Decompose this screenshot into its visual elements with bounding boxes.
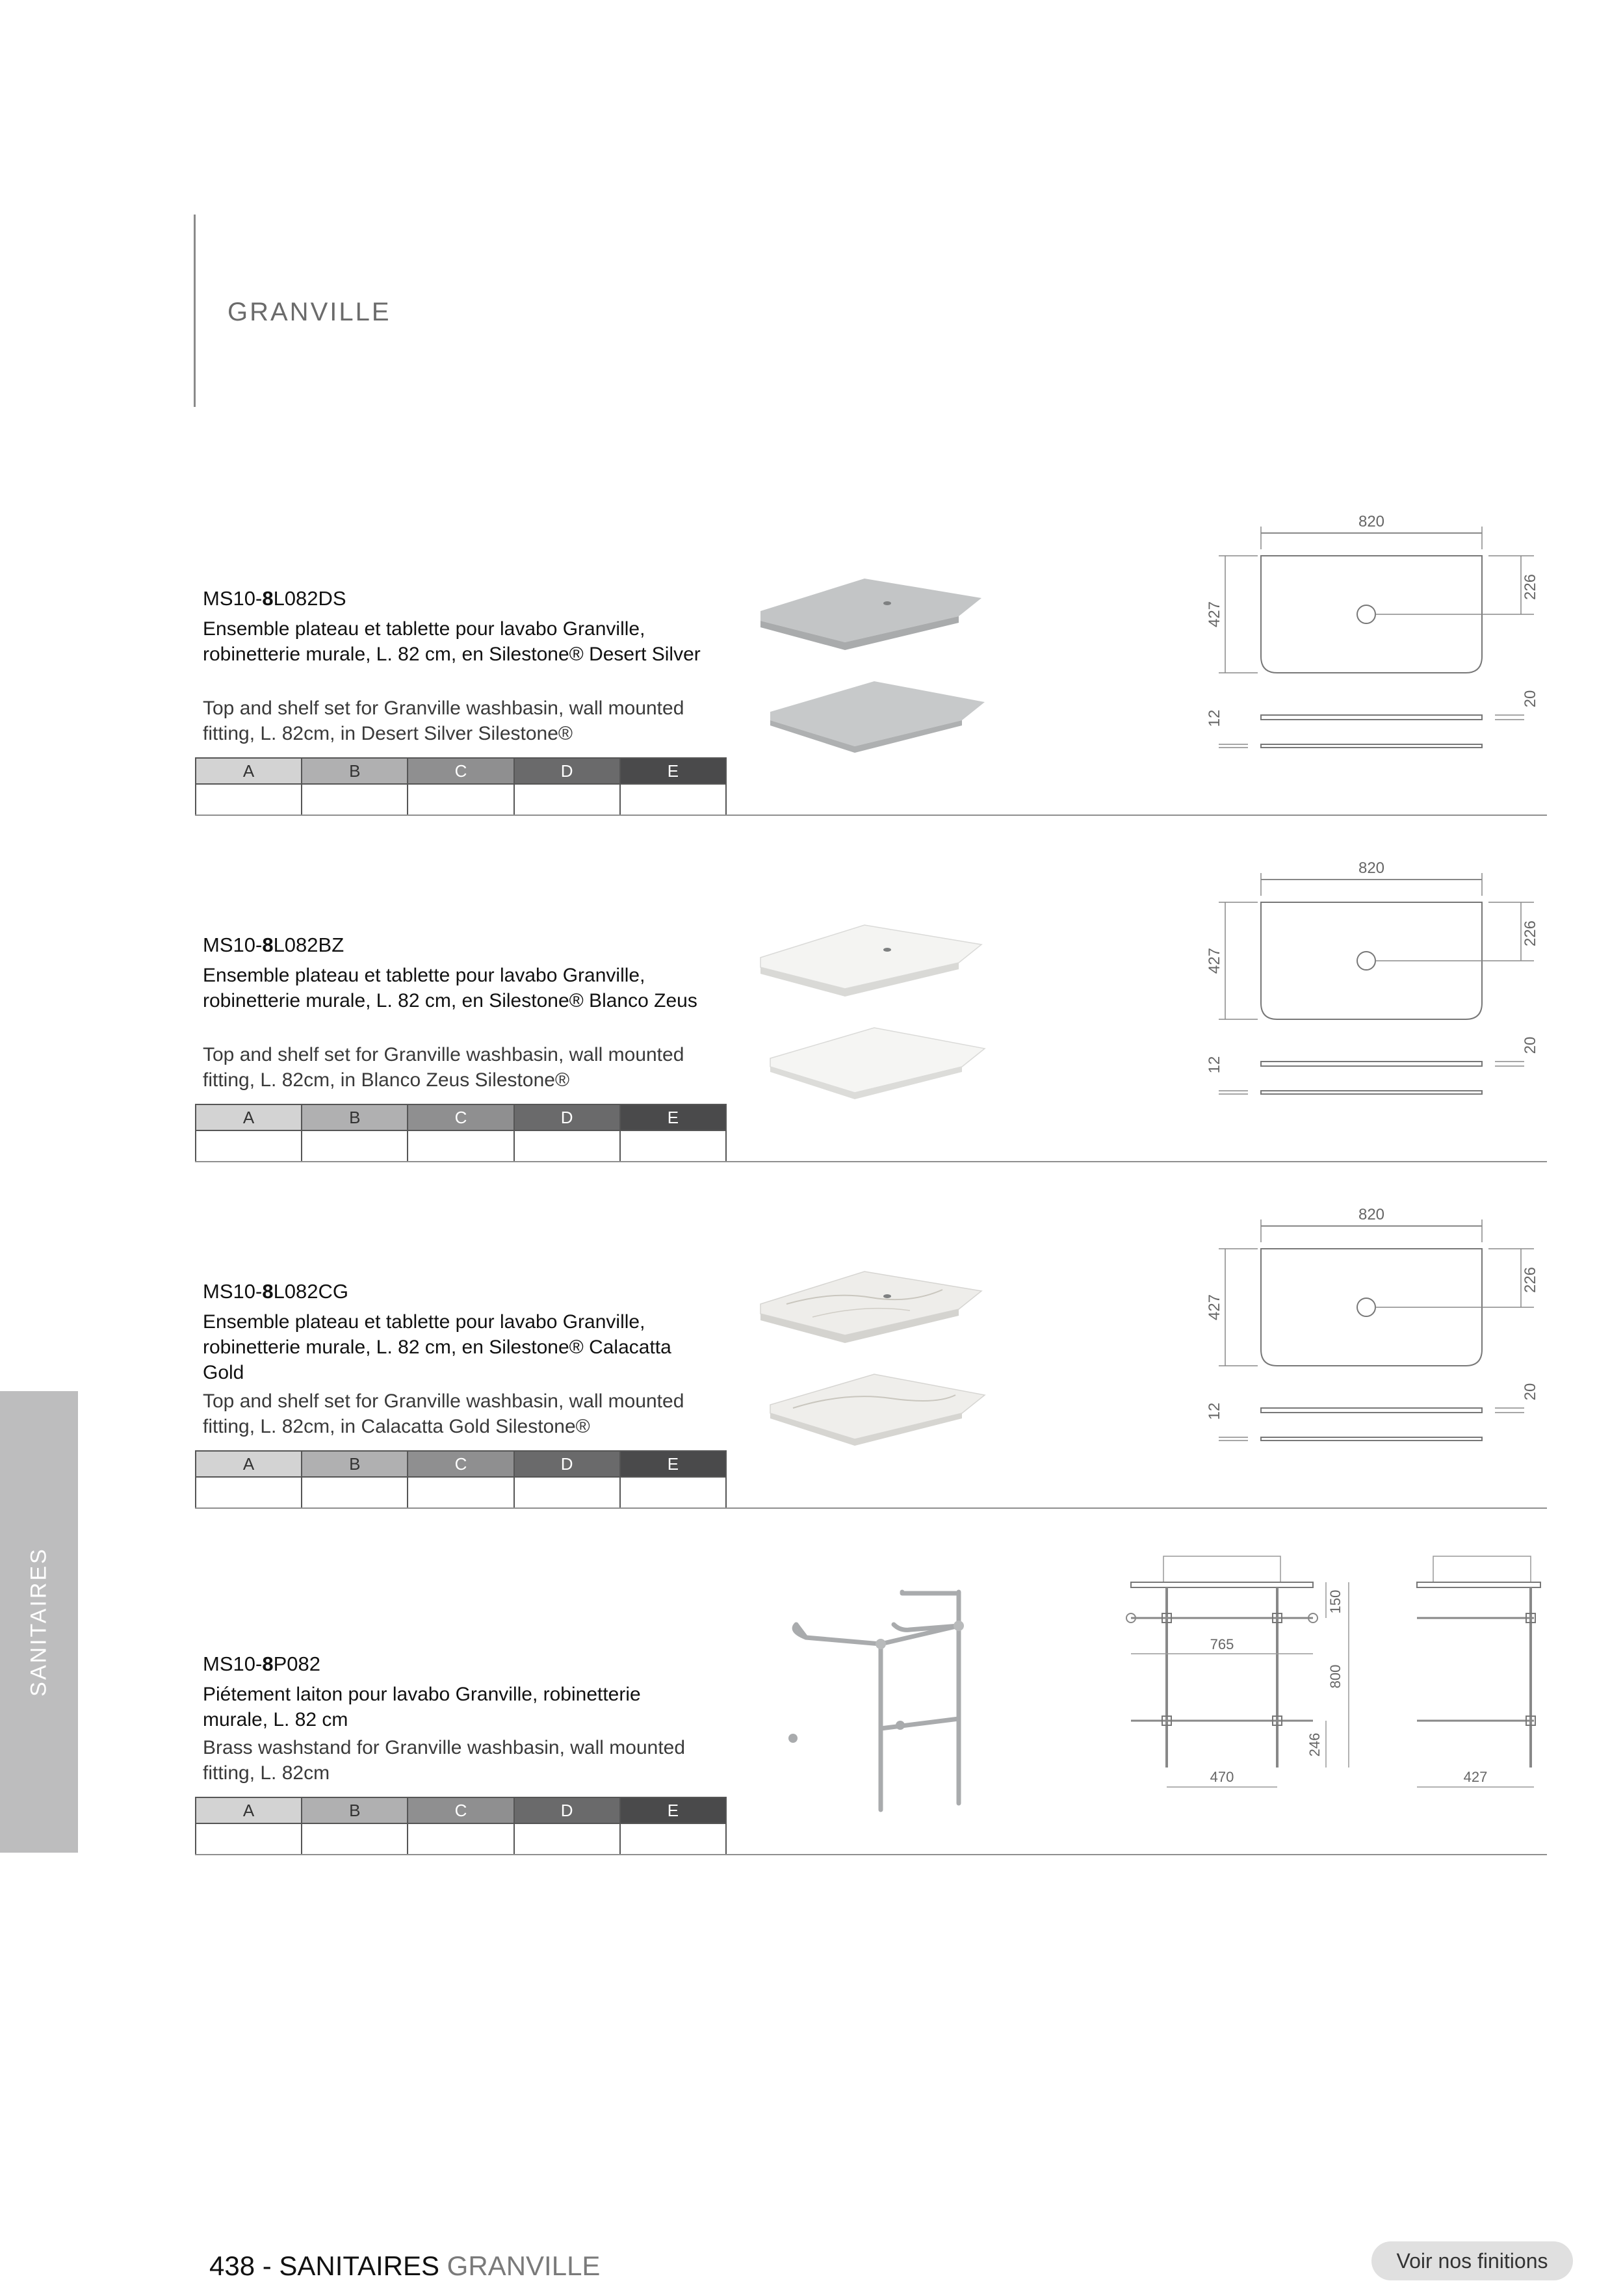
row-divider [195,1507,1547,1509]
dim-leg-span: 470 [1210,1769,1234,1785]
voir-finitions-button[interactable]: Voir nos finitions [1371,2241,1573,2280]
finish-c-value [408,1477,513,1508]
dim-shelf-thickness: 12 [1206,1402,1223,1420]
finish-a-label: A [196,758,302,784]
row-divider [195,1161,1547,1162]
finish-e-value [620,1823,726,1855]
dim-shelf-height: 246 [1306,1732,1323,1757]
dim-depth: 427 [1206,947,1223,974]
finish-d-label: D [514,1797,620,1823]
dim-height-top: 150 [1327,1589,1344,1614]
technical-drawing-top-shelf [1196,857,1547,1130]
finish-a-value [196,1477,302,1508]
finish-b-label: B [302,1451,408,1477]
finish-c-label: C [408,1797,513,1823]
dim-tap: 226 [1522,1266,1539,1294]
finish-table [195,1104,727,1162]
dim-top-thickness: 20 [1522,690,1539,708]
technical-drawing-washstand [1105,1553,1547,1826]
product-photo-brass-washstand [734,1553,1014,1826]
finish-e-label: E [620,758,726,784]
dim-tap: 226 [1522,920,1539,947]
header-rule [194,215,196,407]
page-number: 438 [209,2250,255,2281]
description-fr: Piétement laiton pour lavabo Granville, robinetterie murale, L. 82 cm [203,1684,641,1730]
dim-width: 820 [1358,1206,1385,1223]
product-photo-blanco-zeus [734,860,1014,1133]
finish-d-value [514,1823,620,1855]
finish-a-label: A [196,1797,302,1823]
finish-e-value [620,1130,726,1162]
description-en: Top and shelf set for Granville washbasin, wall mounted fitting, L. 82cm, in Blanco Zeus Silestone® [203,1044,684,1091]
finish-c-label: C [408,758,513,784]
dim-top-thickness: 20 [1522,1036,1539,1054]
finish-b-label: B [302,758,408,784]
footer-subsection: GRANVILLE [439,2250,601,2281]
product-row [195,471,1547,816]
dim-depth: 427 [1463,1769,1488,1785]
product-code: MS10-8L082DS [203,587,346,610]
finish-table [195,757,727,816]
finish-a-value [196,1130,302,1162]
finish-c-label: C [408,1451,513,1477]
finish-b-value [302,784,408,815]
row-divider [195,1854,1547,1855]
technical-drawing-top-shelf [1196,510,1547,783]
side-tab[interactable] [0,1391,78,1853]
technical-drawing-top-shelf [1196,1203,1547,1476]
description-en: Brass washstand for Granville washbasin, wall mounted fitting, L. 82cm [203,1737,686,1784]
product-code: MS10-8L082CG [203,1280,349,1303]
row-divider [195,815,1547,816]
finish-c-value [408,1130,513,1162]
product-photo-calacatta-gold [734,1207,1014,1480]
description-fr: Ensemble plateau et tablette pour lavabo Granville, robinetterie murale, L. 82 cm, en Silestone® Calacatta Gold [203,1311,671,1383]
description-en: Top and shelf set for Granville washbasin, wall mounted fitting, L. 82cm, in Desert Silver Silestone® [203,698,684,744]
page-footer: 438 - SANITAIRES GRANVILLE [209,2250,601,2281]
finish-e-label: E [620,1797,726,1823]
dim-depth: 427 [1206,601,1223,628]
description-en: Top and shelf set for Granville washbasin, wall mounted fitting, L. 82cm, in Calacatta Gold Silestone® [203,1390,684,1437]
finish-a-value [196,784,302,815]
description-fr: Ensemble plateau et tablette pour lavabo Granville, robinetterie murale, L. 82 cm, en Silestone® Desert Silver [203,618,701,665]
dim-tap: 226 [1522,573,1539,601]
finish-d-label: D [514,1104,620,1130]
product-row [195,818,1547,1162]
dim-width: 820 [1358,859,1385,877]
finish-d-value [514,1130,620,1162]
dim-top-thickness: 20 [1522,1383,1539,1401]
finish-b-value [302,1130,408,1162]
finish-e-label: E [620,1451,726,1477]
dim-total-height: 800 [1327,1664,1344,1689]
finish-a-label: A [196,1104,302,1130]
finish-c-label: C [408,1104,513,1130]
finish-d-label: D [514,758,620,784]
finish-e-label: E [620,1104,726,1130]
finish-b-label: B [302,1797,408,1823]
finish-d-value [514,784,620,815]
finish-e-value [620,784,726,815]
finish-b-value [302,1477,408,1508]
finish-c-value [408,784,513,815]
dim-depth: 427 [1206,1294,1223,1321]
finish-b-label: B [302,1104,408,1130]
page-title: GRANVILLE [227,298,391,326]
dim-shelf-thickness: 12 [1206,1056,1223,1074]
finish-table [195,1797,727,1855]
product-row [195,1511,1547,1855]
product-code: MS10-8L082BZ [203,933,344,956]
description-fr: Ensemble plateau et tablette pour lavabo Granville, robinetterie murale, L. 82 cm, en Silestone® Blanco Zeus [203,965,697,1011]
finish-c-value [408,1823,513,1855]
footer-section: SANITAIRES [279,2250,440,2281]
finish-table [195,1450,727,1509]
product-photo-desert-silver [734,514,1014,787]
product-code: MS10-8P082 [203,1652,320,1675]
dim-inner-width: 765 [1210,1636,1234,1652]
dim-shelf-thickness: 12 [1206,709,1223,727]
product-row [195,1164,1547,1509]
finish-b-value [302,1823,408,1855]
finish-e-value [620,1477,726,1508]
finish-d-value [514,1477,620,1508]
finish-a-label: A [196,1451,302,1477]
side-tab-label: SANITAIRES [26,1547,51,1697]
finish-a-value [196,1823,302,1855]
dim-width: 820 [1358,513,1385,530]
finish-d-label: D [514,1451,620,1477]
